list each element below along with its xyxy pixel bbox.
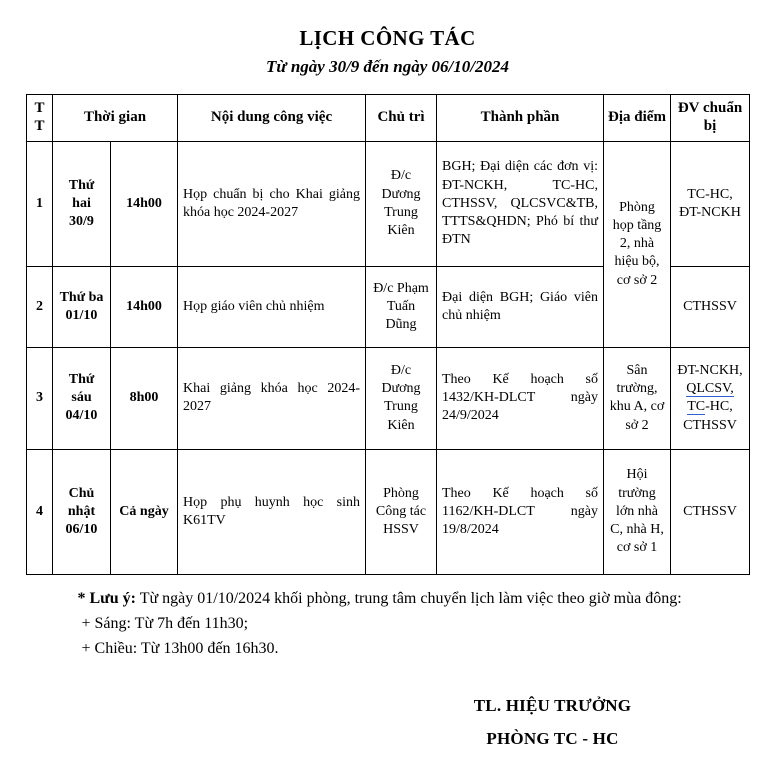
table-row xyxy=(27,449,750,574)
column-header-location-line1: Địa xyxy=(608,109,631,126)
signature-department: PHÒNG TC - HC xyxy=(486,728,619,748)
table-row xyxy=(27,141,750,266)
row-day: Thứ sáu 04/10 xyxy=(53,347,111,449)
row-unit-part2: QLCSV, xyxy=(686,381,734,397)
row-content: Họp chuẩn bị cho Khai giảng khóa học 2024-2027 xyxy=(178,141,366,266)
row-day: Thứ ba 01/10 xyxy=(53,266,111,347)
row-time: 14h00 xyxy=(111,266,178,347)
row-day: Chủ nhật 06/10 xyxy=(53,449,111,574)
row-participants: Theo Kế hoạch số 1432/KH-DLCT ngày 24/9/2024 xyxy=(437,347,604,449)
row-unit-part4: -HC, xyxy=(705,399,733,415)
page-title: LỊCH CÔNG TÁC xyxy=(299,26,476,50)
row-participants: Đại diện BGH; Giáo viên chủ nhiệm xyxy=(437,266,604,347)
page-subtitle: Từ ngày 30/9 đến ngày 06/10/2024 xyxy=(266,57,509,77)
column-header-participants: Thành phần xyxy=(437,95,604,141)
schedule-table xyxy=(26,94,750,574)
column-header-unit-line1: ĐV xyxy=(677,100,700,117)
signature-authority: TL. HIỆU TRƯỞNG xyxy=(473,696,632,716)
title-block xyxy=(0,0,775,77)
row-chair: Đ/c Dương Trung Kiên xyxy=(366,347,437,449)
row-location: Hội trường lớn nhà C, nhà H, cơ sở 1 xyxy=(604,449,671,574)
row-content: Khai giảng khóa học 2024-2027 xyxy=(178,347,366,449)
column-header-no-line2: T xyxy=(34,118,45,135)
row-content: Họp phụ huynh học sinh K61TV xyxy=(178,449,366,574)
column-header-content: Nội dung công việc xyxy=(178,95,366,141)
row-time: 14h00 xyxy=(111,141,178,266)
note-main xyxy=(38,587,738,610)
column-header-unit xyxy=(671,95,750,141)
row-unit-part1: ĐT-NCKH, xyxy=(677,362,743,378)
note-afternoon: + Chiều: Từ 13h00 đến 16h30. xyxy=(81,640,279,658)
row-location: Phòng họp tầng 2, nhà hiệu bộ, cơ sở 2 xyxy=(604,141,671,347)
note-label: * Lưu ý: xyxy=(77,589,136,607)
row-unit: CTHSSV xyxy=(671,449,750,574)
row-chair: Đ/c Phạm Tuấn Dũng xyxy=(366,266,437,347)
column-header-unit-line2: chuẩn bị xyxy=(702,100,743,135)
row-number: 3 xyxy=(27,347,53,449)
row-number: 4 xyxy=(27,449,53,574)
signature-block xyxy=(0,690,775,755)
column-header-time: Thời gian xyxy=(53,95,178,141)
row-chair: Phòng Công tác HSSV xyxy=(366,449,437,574)
row-number: 2 xyxy=(27,266,53,347)
column-header-location xyxy=(604,95,671,141)
row-unit: TC-HC, ĐT-NCKH xyxy=(671,141,750,266)
row-location: Sân trường, khu A, cơ sở 2 xyxy=(604,347,671,449)
row-unit-part5: CTHSSV xyxy=(683,417,737,433)
row-time: 8h00 xyxy=(111,347,178,449)
note-main-text: Từ ngày 01/10/2024 khối phòng, trung tâm chuyển lịch làm việc theo giờ mùa đông: xyxy=(136,589,682,607)
row-time: Cả ngày xyxy=(111,449,178,574)
schedule-table-wrapper xyxy=(26,94,749,574)
row-content: Họp giáo viên chủ nhiệm xyxy=(178,266,366,347)
row-day: Thứ hai 30/9 xyxy=(53,141,111,266)
notes-block xyxy=(38,587,738,661)
row-unit: CTHSSV xyxy=(671,266,750,347)
column-header-location-line2: điểm xyxy=(634,109,666,126)
row-unit-part3: TC xyxy=(687,399,706,415)
row-number: 1 xyxy=(27,141,53,266)
row-participants: Theo Kế hoạch số 1162/KH-DLCT ngày 19/8/2024 xyxy=(437,449,604,574)
column-header-no-line1: T xyxy=(34,100,45,117)
column-header-no xyxy=(27,95,53,141)
row-chair: Đ/c Dương Trung Kiên xyxy=(366,141,437,266)
row-participants: BGH; Đại diện các đơn vị: ĐT-NCKH, TC-HC, CTHSSV, QLCSVC&TB, TTTS&QHDN; Phó bí thư ĐTN xyxy=(437,141,604,266)
table-header-row xyxy=(27,95,750,141)
note-morning: + Sáng: Từ 7h đến 11h30; xyxy=(81,615,249,632)
table-row xyxy=(27,347,750,449)
column-header-chair: Chủ trì xyxy=(366,95,437,141)
row-unit xyxy=(671,347,750,449)
